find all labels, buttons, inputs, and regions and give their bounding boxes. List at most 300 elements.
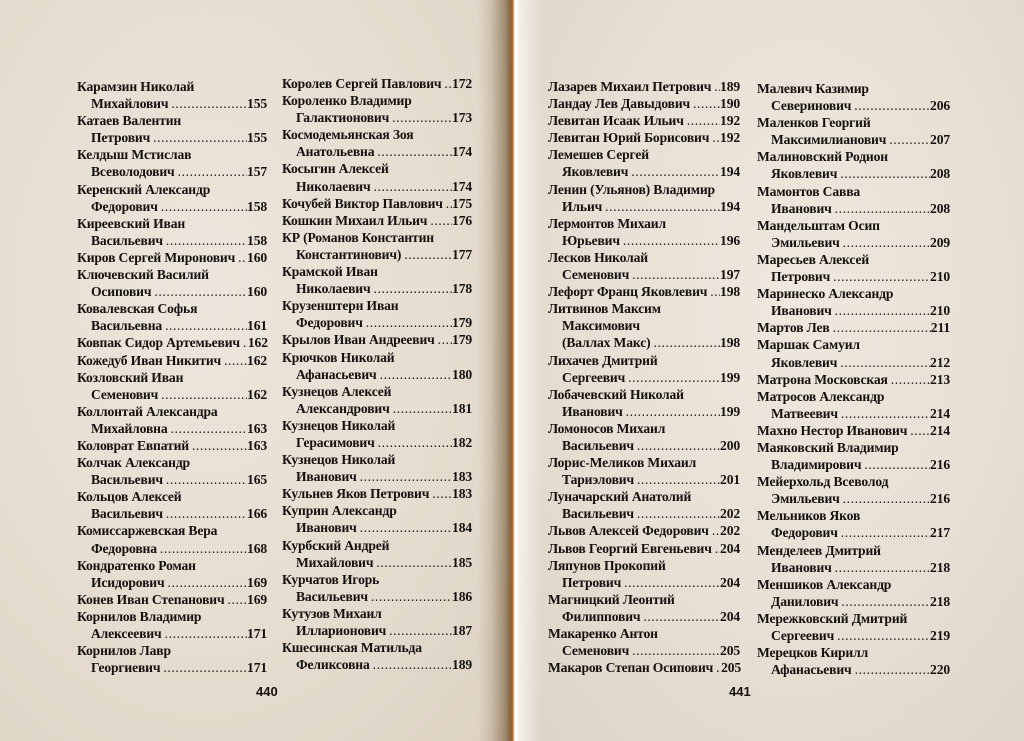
dot-leader: [401, 246, 452, 263]
index-entry: [282, 331, 472, 348]
entry-name: Яковлевич: [771, 354, 838, 370]
index-entry: [282, 92, 472, 126]
entry-name-line: [77, 437, 267, 454]
index-entry: [77, 300, 267, 334]
dot-leader: [357, 468, 452, 485]
index-entry: [757, 183, 950, 217]
index-entry: [757, 148, 950, 182]
dot-leader: [837, 165, 930, 182]
index-column-2: [282, 75, 472, 673]
entry-name: Федорович: [91, 198, 158, 214]
entry-name: Петрович: [771, 269, 831, 285]
entry-name: Герасимович: [296, 434, 375, 450]
entry-continuation-line: [282, 280, 472, 297]
entry-name-line: [282, 75, 472, 92]
entry-name: Королев Сергей Павлович: [282, 76, 442, 91]
index-entry: [282, 417, 472, 451]
index-entry: [77, 112, 267, 146]
entry-name-line: [77, 642, 267, 659]
entry-name: Георгиевич: [91, 660, 161, 676]
index-entry: [548, 249, 740, 283]
dot-leader: [429, 485, 452, 502]
index-entry: [548, 386, 740, 420]
entry-page-number: 162: [247, 386, 267, 402]
entry-name-line: [282, 349, 472, 366]
entry-page-number: 192: [720, 130, 740, 146]
entry-name-line: [757, 473, 950, 490]
entry-name: Васильевич: [91, 472, 163, 488]
entry-continuation-line: [757, 593, 950, 610]
entry-page-number: 158: [247, 232, 267, 248]
entry-page-number: 162: [247, 335, 268, 351]
index-entry: [757, 610, 950, 644]
entry-name: Максимович: [562, 318, 640, 334]
entry-name: Керенский Александр: [77, 181, 211, 197]
index-column-4: [757, 80, 950, 678]
entry-name: Федорович: [296, 315, 363, 331]
entry-page-number: 201: [720, 472, 740, 488]
index-entry: [282, 537, 472, 571]
entry-continuation-line: [282, 178, 472, 195]
entry-page-number: 174: [452, 144, 472, 160]
entry-name-line: [282, 229, 472, 246]
entry-name: Луначарский Анатолий: [548, 489, 692, 505]
entry-name-line: [77, 557, 267, 574]
entry-page-number: 176: [452, 212, 472, 228]
index-entry: [548, 78, 740, 95]
entry-name-line: [77, 522, 267, 539]
entry-name: Комиссаржевская Вера: [77, 523, 218, 539]
dot-leader: [157, 540, 247, 557]
index-entry: [548, 112, 740, 129]
dot-leader: [240, 334, 248, 351]
entry-name: Крылов Иван Андреевич: [282, 332, 435, 348]
entry-page-number: 211: [930, 320, 950, 336]
dot-leader: [629, 642, 720, 659]
entry-page-number: 160: [247, 249, 267, 265]
dot-leader: [168, 95, 247, 112]
entry-page-number: 204: [720, 574, 740, 590]
entry-name: Семенович: [91, 386, 159, 402]
index-entry: [548, 352, 740, 386]
entry-name-line: [757, 80, 950, 97]
dot-leader: [709, 522, 720, 539]
entry-name: Корнилов Владимир: [77, 608, 202, 624]
entry-page-number: 175: [452, 195, 472, 211]
dot-leader: [830, 319, 931, 336]
dot-leader: [163, 232, 247, 249]
entry-name-line: [757, 388, 950, 405]
index-entry: [77, 266, 267, 300]
entry-name-line: [77, 352, 267, 369]
entry-name: Лемешев Сергей: [548, 147, 649, 163]
dot-leader: [370, 656, 452, 673]
entry-name: Петрович: [562, 574, 622, 590]
index-column-1: [77, 78, 267, 676]
index-entry: [282, 160, 472, 194]
entry-page-number: 161: [247, 318, 267, 334]
entry-name: Осипович: [91, 284, 152, 300]
entry-name: Илларионович: [296, 623, 387, 638]
entry-name-line: [282, 451, 472, 468]
entry-name-line: [77, 454, 267, 471]
entry-name: Матвеевич: [771, 405, 838, 421]
index-entry: [282, 263, 472, 297]
entry-name-line: [548, 215, 740, 232]
entry-continuation-line: [77, 471, 267, 488]
dot-leader: [832, 200, 930, 217]
index-entry: [548, 488, 740, 522]
entry-name: Матросов Александр: [757, 388, 885, 404]
index-entry: [757, 114, 950, 148]
entry-continuation-line: [77, 420, 267, 437]
entry-page-number: 163: [247, 420, 267, 436]
entry-name-line: [77, 146, 267, 163]
entry-continuation-line: [757, 354, 950, 371]
entry-page-number: 157: [247, 164, 267, 180]
entry-name: Лазарев Михаил Петрович: [548, 79, 712, 94]
entry-name: Матрона Московская: [757, 371, 888, 387]
dot-leader: [390, 400, 452, 417]
dot-leader: [684, 112, 720, 129]
entry-name: Северинович: [771, 98, 852, 114]
entry-name: Лихачев Дмитрий: [548, 352, 658, 368]
dot-leader: [837, 354, 930, 371]
entry-name: Макаров Степан Осипович: [548, 660, 714, 676]
index-entry: [77, 642, 267, 676]
entry-name: Исидорович: [91, 574, 165, 590]
entry-name: Данилович: [771, 593, 839, 609]
index-entry: [282, 485, 472, 502]
dot-leader: [712, 540, 720, 557]
entry-page-number: 210: [930, 269, 950, 285]
index-entry: [282, 605, 472, 639]
entry-continuation-line: [282, 400, 472, 417]
entry-continuation-line: [548, 574, 740, 591]
entry-name: Сергеевич: [562, 369, 626, 385]
entry-name: Косыгин Алексей: [282, 161, 389, 177]
entry-continuation-line: [548, 198, 740, 215]
dot-leader: [368, 588, 452, 605]
entry-continuation-line: [77, 574, 267, 591]
index-entry: [548, 454, 740, 488]
entry-name-line: [548, 146, 740, 163]
entry-continuation-line: [77, 505, 267, 522]
dot-leader: [711, 78, 720, 95]
entry-continuation-line: [282, 588, 472, 605]
entry-name-line: [77, 112, 267, 129]
index-entry: [77, 488, 267, 522]
entry-page-number: 214: [930, 405, 950, 421]
entry-name: Сергеевич: [771, 628, 835, 643]
entry-name: Курбский Андрей: [282, 537, 390, 553]
entry-name-line: [548, 540, 740, 557]
index-entry: [757, 542, 950, 576]
entry-name-line: [77, 266, 267, 283]
index-entry: [757, 251, 950, 285]
entry-name: Эмильевич: [771, 234, 840, 250]
index-entry: [548, 625, 740, 659]
entry-name: Корнилов Лавр: [77, 643, 171, 659]
entry-name-line: [282, 92, 472, 109]
entry-page-number: 180: [452, 366, 472, 382]
gutter-shadow: [478, 0, 510, 741]
index-entry: [757, 336, 950, 370]
entry-continuation-line: [77, 659, 267, 676]
entry-name-line: [548, 591, 740, 608]
dot-leader: [840, 234, 930, 251]
entry-continuation-line: [282, 314, 472, 331]
index-entry: [757, 422, 950, 439]
entry-continuation-line: [757, 234, 950, 251]
index-entry: [77, 215, 267, 249]
entry-name: Анатольевна: [296, 144, 375, 160]
entry-page-number: 179: [452, 332, 472, 348]
dot-leader: [832, 559, 930, 576]
index-entry: [77, 608, 267, 642]
index-entry: [282, 639, 472, 673]
entry-name-line: [548, 454, 740, 471]
entry-name: Колчак Александр: [77, 455, 190, 471]
dot-leader: [861, 456, 930, 473]
entry-continuation-line: [282, 622, 472, 639]
entry-continuation-line: [77, 317, 267, 334]
entry-name: Петрович: [91, 130, 151, 146]
entry-name: Конев Иван Степанович: [77, 591, 225, 607]
entry-name: (Валлах Макс): [562, 335, 651, 351]
entry-name: Ключевский Василий: [77, 267, 209, 283]
dot-leader: [373, 554, 452, 571]
entry-name-line: [282, 502, 472, 519]
entry-name: Иванович: [296, 469, 357, 485]
entry-continuation-line: [757, 490, 950, 507]
entry-page-number: 171: [247, 660, 267, 676]
entry-name: Васильевна: [91, 318, 163, 334]
dot-leader: [629, 266, 720, 283]
entry-page-number: 184: [452, 520, 472, 536]
entry-name: Карамзин Николай: [77, 79, 195, 94]
entry-name: Феликсовна: [296, 657, 370, 673]
entry-name: Курчатов Игорь: [282, 571, 380, 587]
entry-name: Куприн Александр: [282, 503, 397, 519]
entry-name-line: [757, 422, 950, 439]
dot-leader: [713, 659, 721, 676]
index-entry: [77, 522, 267, 556]
index-entry: [282, 75, 472, 92]
entry-name: Семенович: [562, 643, 630, 659]
entry-name: Иванович: [771, 303, 832, 319]
entry-name-line: [757, 610, 950, 627]
entry-name: Маленков Георгий: [757, 115, 871, 131]
entry-name: Ильич: [562, 198, 603, 214]
dot-leader: [389, 109, 452, 126]
entry-continuation-line: [77, 540, 267, 557]
dot-leader: [441, 75, 452, 92]
entry-name: Маршак Самуил: [757, 337, 860, 353]
entry-name-line: [77, 488, 267, 505]
dot-leader: [164, 574, 247, 591]
index-entry: [548, 129, 740, 146]
index-entry: [77, 403, 267, 437]
index-entry: [757, 439, 950, 473]
entry-page-number: 209: [930, 234, 950, 250]
dot-leader: [834, 627, 930, 644]
dot-leader: [162, 625, 247, 642]
index-entry: [77, 557, 267, 591]
entry-page-number: 212: [930, 354, 950, 370]
index-entry: [282, 349, 472, 383]
entry-name: Маяковский Владимир: [757, 439, 899, 455]
dot-leader: [151, 283, 247, 300]
entry-continuation-line: [282, 434, 472, 451]
entry-name: Крючков Николай: [282, 349, 395, 365]
entry-name: Лесков Николай: [548, 249, 648, 265]
entry-name-line: [282, 195, 472, 212]
entry-page-number: 218: [930, 593, 950, 609]
entry-name: Малиновский Родион: [757, 149, 888, 165]
entry-continuation-line: [757, 627, 950, 644]
entry-continuation-line: [548, 163, 740, 180]
dot-leader: [375, 434, 452, 451]
dot-leader: [163, 505, 247, 522]
entry-page-number: 174: [452, 178, 472, 194]
dot-leader: [623, 403, 720, 420]
entry-name: Михайлович: [91, 96, 169, 112]
entry-continuation-line: [77, 283, 267, 300]
entry-continuation-line: [757, 268, 950, 285]
entry-name: Ковалевская Софья: [77, 301, 198, 317]
entry-continuation-line: [77, 198, 267, 215]
entry-name: Маринеско Александр: [757, 286, 894, 302]
entry-name-line: [77, 369, 267, 386]
dot-leader: [634, 471, 720, 488]
entry-name: Михайлович: [296, 554, 374, 570]
dot-leader: [224, 591, 247, 608]
entry-continuation-line: [77, 232, 267, 249]
index-entry: [548, 591, 740, 625]
index-entry: [757, 319, 950, 336]
entry-name: Литвинов Максим: [548, 301, 661, 317]
entry-name-line: [757, 644, 950, 661]
index-entry: [757, 644, 950, 678]
entry-name: Кольцов Алексей: [77, 489, 182, 505]
entry-name: Лорис-Меликов Михаил: [548, 455, 697, 471]
dot-leader: [707, 283, 720, 300]
entry-page-number: 192: [720, 113, 740, 129]
index-entry: [548, 540, 740, 557]
entry-name: Коловрат Евпатий: [77, 437, 189, 453]
entry-name-line: [548, 420, 740, 437]
entry-continuation-line: [757, 131, 950, 148]
entry-page-number: 196: [720, 232, 740, 248]
entry-name-line: [77, 249, 267, 266]
entry-name: Кошкин Михаил Ильич: [282, 212, 428, 228]
entry-name-line: [757, 251, 950, 268]
entry-name-line: [77, 300, 267, 317]
entry-name: Ляпунов Прокопий: [548, 557, 666, 573]
entry-page-number: 198: [720, 284, 740, 300]
entry-name: Галактионович: [296, 110, 390, 126]
entry-name-line: [282, 571, 472, 588]
entry-name: Лефорт Франц Яковлевич: [548, 284, 708, 300]
index-entry: [757, 576, 950, 610]
dot-leader: [634, 505, 720, 522]
entry-continuation-line: [548, 403, 740, 420]
index-entry: [757, 371, 950, 388]
entry-name-line: [548, 522, 740, 539]
entry-name: Васильевич: [562, 437, 634, 453]
index-entry: [548, 420, 740, 454]
entry-continuation-line: [77, 625, 267, 642]
entry-name: Кшесинская Матильда: [282, 640, 422, 656]
entry-page-number: 202: [720, 506, 740, 522]
entry-name: Козловский Иван: [77, 369, 184, 385]
dot-leader: [640, 608, 720, 625]
entry-continuation-line: [282, 468, 472, 485]
entry-page-number: 171: [247, 626, 267, 641]
entry-name-line: [757, 148, 950, 165]
entry-page-number: 194: [720, 198, 740, 214]
entry-page-number: 194: [720, 164, 740, 180]
entry-name: Ковпак Сидор Артемьевич: [77, 335, 240, 351]
entry-name: Меншиков Александр: [757, 576, 892, 592]
entry-name-line: [77, 78, 267, 95]
entry-name: Яковлевич: [562, 164, 629, 180]
entry-name-line: [757, 336, 950, 353]
index-entry: [757, 80, 950, 114]
entry-page-number: 210: [930, 303, 950, 319]
gutter-highlight: [520, 0, 542, 741]
entry-name-line: [282, 126, 472, 143]
entry-name: Мережковский Дмитрий: [757, 610, 908, 626]
index-entry: [282, 212, 472, 229]
entry-name-line: [548, 352, 740, 369]
entry-name-line: [757, 542, 950, 559]
entry-continuation-line: [77, 129, 267, 146]
entry-name: Эмильевич: [771, 491, 840, 507]
entry-continuation-line: [548, 266, 740, 283]
entry-name-line: [282, 331, 472, 348]
dot-leader: [374, 143, 452, 160]
dot-leader: [150, 129, 247, 146]
dot-leader: [427, 212, 452, 229]
index-entry: [757, 217, 950, 251]
entry-name: Иванович: [771, 559, 832, 575]
entry-page-number: 189: [452, 657, 472, 673]
entry-name: Мерецков Кирилл: [757, 645, 869, 661]
entry-page-number: 199: [720, 369, 740, 385]
entry-name: Маресьев Алексей: [757, 251, 870, 267]
entry-name: Менделеев Дмитрий: [757, 542, 881, 558]
dot-leader: [167, 420, 247, 437]
entry-name: Львов Георгий Евгеньевич: [548, 540, 712, 556]
page-number-right: 441: [729, 684, 751, 699]
dot-leader: [443, 195, 452, 212]
index-entry: [548, 300, 740, 351]
index-entry: [77, 591, 267, 608]
entry-page-number: 213: [930, 371, 950, 387]
entry-name: Кузнецов Николай: [282, 452, 396, 468]
entry-name: Алексеевич: [91, 626, 162, 641]
entry-continuation-line: [548, 642, 740, 659]
entry-continuation-line: [548, 334, 740, 351]
entry-name-line: [548, 112, 740, 129]
entry-name: Кожедуб Иван Никитич: [77, 352, 222, 368]
entry-name-line: [548, 95, 740, 112]
entry-name-line: [548, 625, 740, 642]
entry-name: Васильевич: [91, 232, 163, 248]
index-entry: [548, 95, 740, 112]
